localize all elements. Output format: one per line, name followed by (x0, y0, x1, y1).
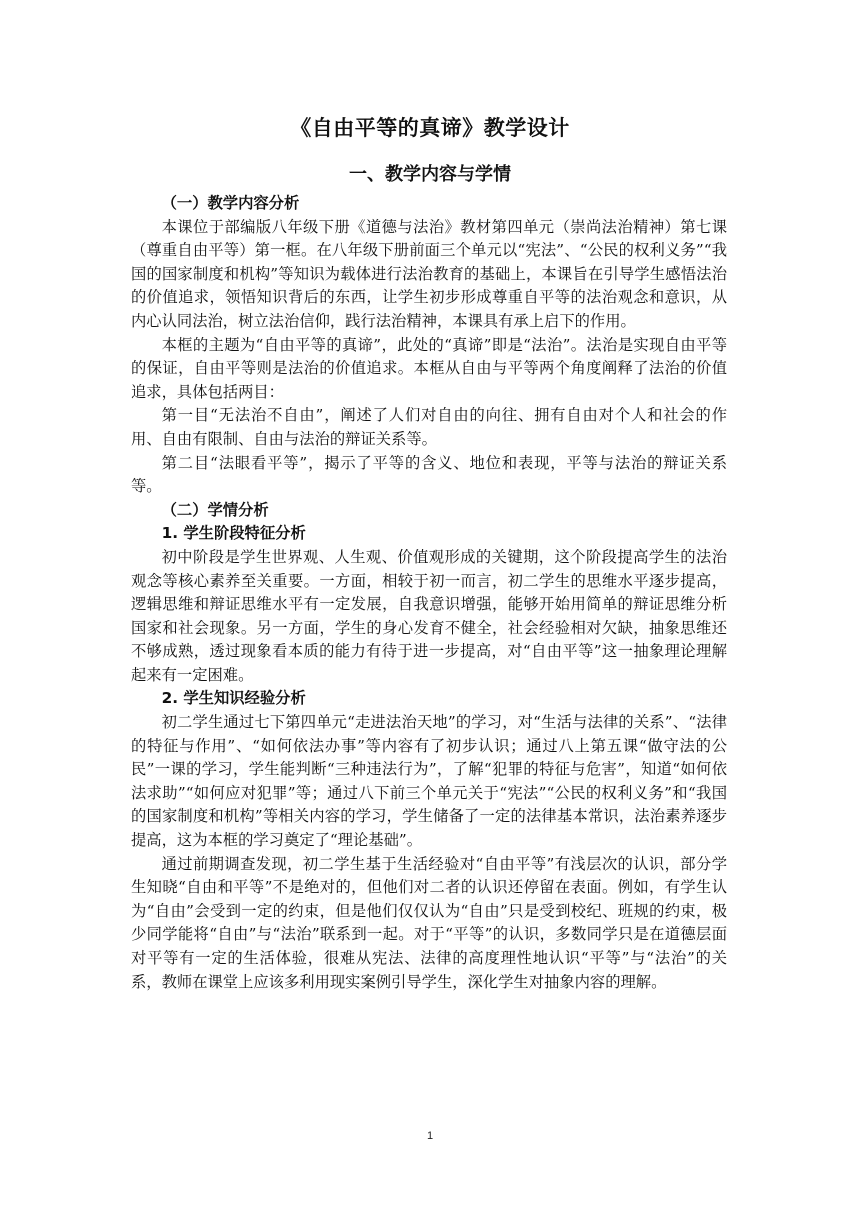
paragraph: 初二学生通过七下第四单元“走进法治天地”的学习，对“生活与法律的关系”、“法律的特征与作用”、“如何依法办事”等内容有了初步认识；通过八上第五课“做守法的公民”一课的学习，学生能判断“三种违法行为”，了解“犯罪的特征与危害”，知道“如何依法求助”“如何应对犯罪”等；通过八下前三个单元关于“宪法”“公民的权利义务”和“我国的国家制度和机构”等相关内容的学习，学生储备了一定的法律基本常识，法治素养逐步提高，这为本框的学习奠定了“理论基础”。 (131, 713, 727, 850)
subsection-heading-learner-analysis: （二）学情分析 (161, 500, 269, 519)
page-number: 1 (426, 1130, 434, 1142)
paragraph: 初中阶段是学生世界观、人生观、价值观形成的关键期，这个阶段提高学生的法治观念等核心素养至关重要。一方面，相较于初一而言，初二学生的思维水平逐步提高，逻辑思维和辩证思维水平有一定发展，自我意识增强，能够开始用简单的辩证思维分析国家和社会现象。另一方面，学生的身心发育不健全，社会经验相对欠缺，抽象思维还不够成熟，透过现象看本质的能力有待于进一步提高，对“自由平等”这一抽象理论理解起来有一定困难。 (131, 547, 727, 684)
paragraph: 通过前期调查发现，初二学生基于生活经验对“自由平等”有浅层次的认识，部分学生知晓“自由和平等”不是绝对的，但他们对二者的认识还停留在表面。例如，有学生认为“自由”会受到一定的约束，但是他们仅仅认为“自由”只是受到校纪、班规的约束，极少同学能将“自由”与“法治”联系到一起。对于“平等”的认识，多数同学只是在道德层面对平等有一定的生活体验，很难从宪法、法律的高度理性地认识“平等”与“法治”的关系，教师在课堂上应该多利用现实案例引导学生，深化学生对抽象内容的理解。 (131, 854, 727, 991)
document-title: 《自由平等的真谛》教学设计 (290, 116, 570, 140)
paragraph: 第一目“无法治不自由”，阐述了人们对自由的向往、拥有自由对个人和社会的作用、自由有限制、自由与法治的辩证关系等。 (131, 406, 727, 448)
section-heading: 一、教学内容与学情 (349, 164, 511, 185)
paragraph: 本课位于部编版八年级下册《道德与法治》教材第四单元（崇尚法治精神）第七课（尊重自由平等）第一框。在八年级下册前面三个单元以“宪法”、“公民的权利义务”“我国的国家制度和机构”等知识为载体进行法治教育的基础上，本课旨在引导学生感悟法治的价值追求，领悟知识背后的东西，让学生初步形成尊重自平等的法治观念和意识，从内心认同法治，树立法治信仰，践行法治精神，本课具有承上启下的作用。 (131, 217, 727, 330)
item-heading-knowledge-experience: 2. 学生知识经验分析 (161, 689, 306, 708)
item-heading-stage-features: 1. 学生阶段特征分析 (161, 524, 306, 543)
paragraph: 本框的主题为“自由平等的真谛”，此处的“真谛”即是“法治”。法治是实现自由平等的保证，自由平等则是法治的价值追求。本框从自由与平等两个角度阐释了法治的价值追求，具体包括两目： (131, 335, 727, 401)
subsection-heading-content-analysis: （一）教学内容分析 (161, 194, 300, 212)
document-body (131, 192, 727, 994)
paragraph: 第二目“法眼看平等”，揭示了平等的含义、地位和表现，平等与法治的辩证关系等。 (131, 453, 727, 496)
